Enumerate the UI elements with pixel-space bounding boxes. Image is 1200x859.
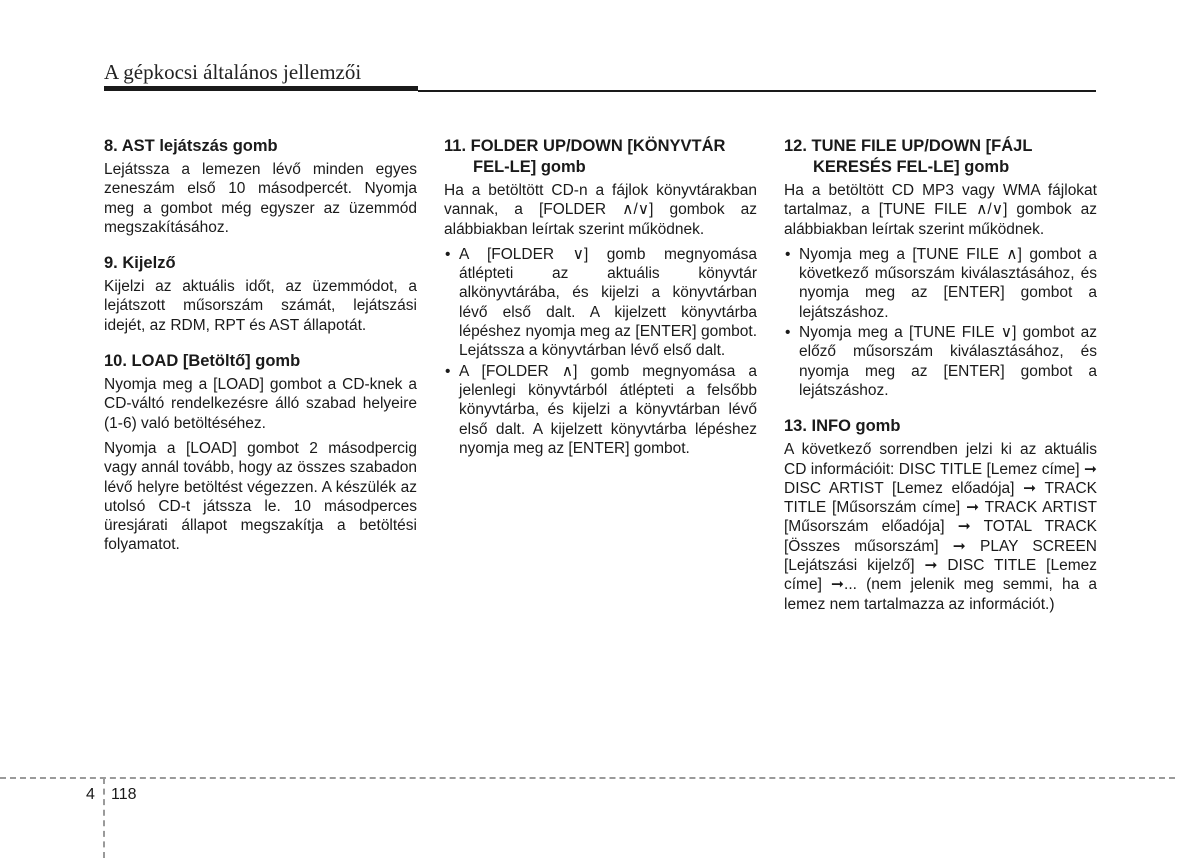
bullet-icon: •: [785, 324, 791, 342]
column-1: [104, 136, 417, 571]
section-heading: 9. Kijelző: [104, 254, 176, 273]
bullet-icon: •: [445, 245, 451, 263]
section-intro: Ha a betöltött CD MP3 vagy WMA fájlokat tartalmaz, a [TUNE FILE ∧/∨] gombok az alábbiakban leírtak szerint működnek.: [784, 182, 1097, 238]
section-heading: 10. LOAD [Betöltő] gomb: [104, 352, 301, 371]
header-rule-thin: [418, 90, 1096, 92]
chapter-number: 4: [86, 786, 95, 803]
section-intro: Ha a betöltött CD-n a fájlok könyvtárakban vannak, a [FOLDER ∧/∨] gombok az alábbiakban leírtak szerint működnek.: [444, 182, 757, 238]
list-item-text: Nyomja meg a [TUNE FILE ∧] gombot a következő műsorszám kiválasztásához, és nyomja meg az [ENTER] gombot a lejátszáshoz.: [799, 245, 1097, 321]
running-header: A gépkocsi általános jellemzői: [104, 60, 362, 84]
section-paragraph: Kijelzi az aktuális időt, az üzemmódot, a lejátszott műsorszám számát, lejátszási idejét, az RDM, RPT és AST állapotát.: [104, 278, 417, 334]
column-2: [444, 136, 757, 474]
section-heading: 12. TUNE FILE UP/DOWN [FÁJL KERESÉS FEL-LE] gomb: [784, 137, 1033, 176]
section-ast-button: [104, 136, 417, 237]
list-item: [444, 362, 757, 458]
bullet-icon: •: [785, 245, 791, 263]
column-3: [784, 136, 1097, 630]
footer-dashed-rule: [0, 777, 1175, 779]
footer-dashed-divider: [103, 778, 105, 858]
list-item-text: Nyomja meg a [TUNE FILE ∨] gombot az előző műsorszám kiválasztásához, és nyomja meg az [ENTER] gombot a lejátszáshoz.: [799, 324, 1097, 399]
section-info-button: [784, 416, 1097, 614]
section-heading: 11. FOLDER UP/DOWN [KÖNYVTÁR FEL-LE] gomb: [444, 137, 726, 176]
section-paragraph: A következő sorrendben jelzi ki az aktuális CD információit: DISC TITLE [Lemez címe] ➞ DISC ARTIST [Lemez előadója] ➞ TRACK TITLE [Műsorszám címe] ➞ TRACK ARTIST [Műsorszám előadója] ➞ TOTAL TRACK [Összes műsorszám] ➞ PLAY SCREEN [Lejátszási kijelző] ➞ DISC TITLE [Lemez címe] ➞... (nem jelenik meg semmi, ha a lemez nem tartalmazza az információt.): [784, 441, 1097, 613]
section-folder-button: [444, 136, 757, 458]
section-paragraph: Nyomja a [LOAD] gombot 2 másodpercig vagy annál tovább, hogy az összes szabadon lévő helyre betöltést végezzen. A készülék az utolsó CD-t játssza le. 10 másodperces üresjárati állapot megszakítja a betöltési folyamatot.: [104, 439, 417, 554]
bullet-list: [444, 245, 757, 458]
list-item-text: A [FOLDER ∧] gomb megnyomása a jelenlegi könyvtárból átlépteti a felsőbb könyvtárba, és kijelzi a könyvtárban lévő első dalt. A kijelzett könyvtárba lépéshez nyomja meg az [ENTER] gombot.: [459, 362, 757, 457]
section-display: [104, 253, 417, 335]
list-item: [444, 245, 757, 361]
section-paragraph: Nyomja meg a [LOAD] gombot a CD-knek a CD-váltó rendelkezésre álló szabad helyeire (1-6) való betöltéséhez.: [104, 376, 417, 432]
list-item-text: A [FOLDER ∨] gomb megnyomása átlépteti az aktuális könyvtár alkönyvtárába, és kijelzi a könyvtárban lévő első dalt. A kijelzett könyvtárba lépéshez nyomja meg az [ENTER] gombot. Lejátssza a könyvtárban lévő első dalt.: [459, 245, 757, 360]
bullet-icon: •: [445, 362, 451, 380]
section-heading: 13. INFO gomb: [784, 417, 901, 436]
header-rule-thick: [104, 86, 418, 91]
list-item: [784, 323, 1097, 400]
section-tune-file-button: [784, 136, 1097, 400]
bullet-list: [784, 245, 1097, 400]
section-paragraph: Lejátssza a lemezen lévő minden egyes zeneszám első 10 másodpercét. Nyomja meg a gombot még egyszer az üzemmód megszakításához.: [104, 161, 417, 236]
section-heading: 8. AST lejátszás gomb: [104, 137, 278, 155]
page-number: 118: [111, 786, 137, 803]
list-item: [784, 245, 1097, 322]
section-load-button: [104, 351, 417, 555]
